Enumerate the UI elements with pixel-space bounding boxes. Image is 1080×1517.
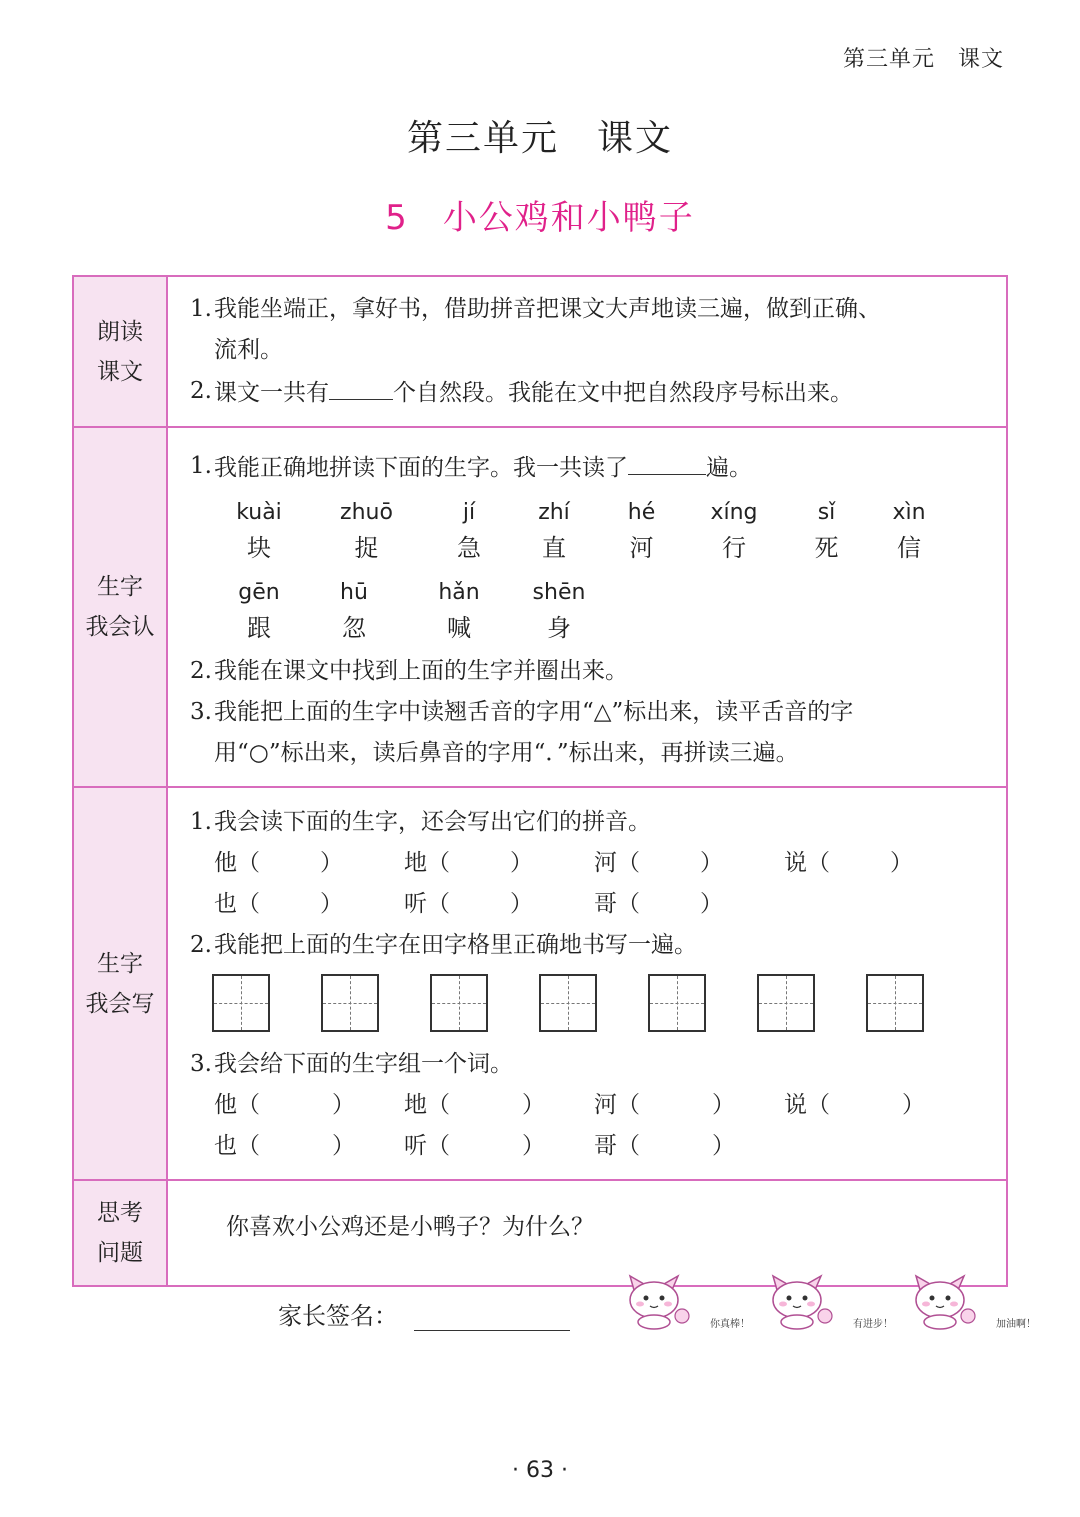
- character: 信: [897, 533, 921, 562]
- section-label-write: [73, 787, 167, 1180]
- word-answer-slot[interactable]: [214, 1126, 404, 1167]
- pinyin: xíng: [710, 500, 758, 525]
- character-row: [214, 525, 1000, 565]
- character: 忽: [342, 613, 366, 642]
- word-answer-slot[interactable]: [594, 1085, 784, 1126]
- pinyin-answer-slot[interactable]: [594, 884, 784, 925]
- character: 说: [784, 1092, 807, 1118]
- write-item-2: [174, 925, 1000, 966]
- paren-open: （: [427, 1092, 450, 1118]
- paragraph-count-blank[interactable]: [329, 371, 393, 400]
- item-text-post: 个自然段。我能在文中把自然段序号标出来。: [393, 380, 853, 406]
- word-answer-slot[interactable]: [214, 1085, 404, 1126]
- lesson-name: 小公鸡和小鸭子: [442, 198, 695, 238]
- character: 哥: [594, 891, 617, 917]
- pinyin-answer-slot[interactable]: [594, 843, 784, 884]
- pinyin: shēn: [532, 580, 586, 605]
- character: 直: [542, 533, 566, 562]
- sticker: [759, 1272, 899, 1332]
- parent-signature: [278, 1296, 570, 1331]
- word-answer-slot[interactable]: [404, 1126, 594, 1167]
- item-number: 3.: [190, 699, 212, 725]
- character: 他: [214, 850, 237, 876]
- paren-close: ）: [712, 1133, 735, 1159]
- character: 也: [214, 891, 237, 917]
- label-line: 生字: [97, 950, 143, 977]
- item-text: 我能把上面的生字中读翘舌音的字用“△”标出来，读平舌音的字: [214, 699, 854, 725]
- paren-open: （: [237, 850, 260, 876]
- sticker-caption: 有进步！: [853, 1319, 893, 1330]
- paren-close: ）: [510, 850, 533, 876]
- tianzige-cell[interactable]: [866, 974, 924, 1032]
- item-text: 我能把上面的生字在田字格里正确地书写一遍。: [214, 932, 697, 958]
- section-content-read: [167, 276, 1007, 427]
- paren-close: ）: [712, 1092, 735, 1118]
- paren-close: ）: [320, 891, 343, 917]
- tianzige-cell[interactable]: [430, 974, 488, 1032]
- item-number: 1.: [190, 453, 212, 479]
- item-text: 我会给下面的生字组一个词。: [214, 1051, 513, 1077]
- character: 听: [404, 1133, 427, 1159]
- pinyin: zhuō: [340, 500, 393, 525]
- section-read: [73, 276, 1007, 427]
- item-text-pre: 我能正确地拼读下面的生字。我一共读了: [214, 455, 628, 481]
- paren-open: （: [427, 891, 450, 917]
- read-item-1-continuation: 流利。: [214, 337, 283, 363]
- pinyin: gēn: [238, 580, 280, 605]
- character: 哥: [594, 1133, 617, 1159]
- pinyin: xìn: [892, 500, 926, 525]
- write-item-1: [174, 802, 1000, 843]
- character: 死: [814, 533, 839, 562]
- word-answer-row: [174, 1085, 1000, 1126]
- character: 说: [784, 850, 807, 876]
- pinyin: hū: [340, 580, 368, 605]
- label-line: 朗读: [97, 318, 143, 345]
- paren-open: （: [427, 1133, 450, 1159]
- think-question: 你喜欢小公鸡还是小鸭子？为什么？: [226, 1214, 594, 1240]
- paren-close: ）: [332, 1092, 355, 1118]
- character: 喊: [447, 613, 471, 642]
- label-line: 课文: [97, 358, 143, 385]
- pinyin-row: [214, 571, 1000, 605]
- section-think: [73, 1180, 1007, 1286]
- read-item-1: [174, 289, 1000, 330]
- section-label-recognize: [73, 427, 167, 787]
- sticker-caption: 你真棒！: [710, 1319, 750, 1330]
- character: 也: [214, 1133, 237, 1159]
- item-text: [214, 446, 1000, 489]
- section-content-think: [167, 1180, 1007, 1286]
- character: 地: [404, 850, 427, 876]
- character: 他: [214, 1092, 237, 1118]
- tianzige-grid-row: [174, 974, 1000, 1032]
- item-text: 我能在课文中找到上面的生字并圈出来。: [214, 658, 628, 684]
- word-answer-slot[interactable]: [404, 1085, 594, 1126]
- paren-close: ）: [522, 1133, 545, 1159]
- pinyin-answer-slot[interactable]: [214, 884, 404, 925]
- tianzige-cell[interactable]: [539, 974, 597, 1032]
- item-number: 2.: [190, 378, 212, 404]
- tianzige-cell[interactable]: [321, 974, 379, 1032]
- paren-close: ）: [700, 850, 723, 876]
- item-number: 1.: [190, 296, 212, 322]
- pinyin-answer-slot[interactable]: [404, 843, 594, 884]
- item-text: [214, 371, 1000, 414]
- section-recognize: [73, 427, 1007, 787]
- paren-open: （: [427, 850, 450, 876]
- item-number: 3.: [190, 1051, 212, 1077]
- paren-close: ）: [510, 891, 533, 917]
- sticker: [902, 1272, 1042, 1332]
- character: 河: [629, 533, 654, 562]
- running-header: 第三单元 课文: [842, 47, 1004, 72]
- pinyin-answer-slot[interactable]: [784, 843, 974, 884]
- tianzige-cell[interactable]: [757, 974, 815, 1032]
- character: 地: [404, 1092, 427, 1118]
- pinyin-answer-row: [174, 843, 1000, 884]
- paren-open: （: [617, 1133, 640, 1159]
- character-row: [214, 605, 1000, 645]
- item-number: 2.: [190, 658, 212, 684]
- pinyin-answer-row: [174, 884, 1000, 925]
- page-number: · 63 ·: [512, 1458, 568, 1483]
- paren-open: （: [807, 850, 830, 876]
- pinyin-answer-slot[interactable]: [404, 884, 594, 925]
- pinyin-answer-slot[interactable]: [214, 843, 404, 884]
- sticker: [616, 1272, 756, 1332]
- paren-close: ）: [700, 891, 723, 917]
- pinyin: sǐ: [817, 500, 836, 525]
- sticker-caption: 加油啊！: [996, 1319, 1036, 1330]
- recognize-item-2: [174, 651, 1000, 692]
- section-label-think: [73, 1180, 167, 1286]
- paren-open: （: [237, 891, 260, 917]
- paren-open: （: [237, 1092, 260, 1118]
- paren-open: （: [237, 1133, 260, 1159]
- character: 捉: [354, 533, 379, 562]
- word-answer-slot[interactable]: [784, 1085, 974, 1126]
- item-text: 我能坐端正，拿好书，借助拼音把课文大声地读三遍，做到正确、: [214, 296, 881, 322]
- paren-open: （: [617, 1092, 640, 1118]
- character: 急: [457, 533, 481, 562]
- signature-label: 家长签名：: [278, 1302, 398, 1330]
- paren-open: （: [807, 1092, 830, 1118]
- section-content-recognize: [167, 427, 1007, 787]
- paren-close: ）: [320, 850, 343, 876]
- label-line: 思考: [97, 1200, 143, 1226]
- pinyin: jí: [462, 500, 476, 525]
- item-text-pre: 课文一共有: [214, 380, 329, 406]
- paren-open: （: [617, 891, 640, 917]
- paren-close: ）: [902, 1092, 925, 1118]
- pinyin: hǎn: [438, 580, 480, 605]
- recognize-item-3-continuation: 用“○”标出来，读后鼻音的字用“．”标出来，再拼读三遍。: [214, 740, 799, 766]
- section-content-write: [167, 787, 1007, 1180]
- label-line: 我会认: [85, 614, 155, 640]
- read-item-2: [174, 371, 1000, 414]
- item-number: 1.: [190, 809, 212, 835]
- pinyin-row: [214, 491, 1000, 525]
- section-label-read: [73, 276, 167, 427]
- section-write: [73, 787, 1007, 1180]
- character: 块: [247, 533, 271, 562]
- label-line: 生字: [97, 574, 143, 600]
- paren-close: ）: [332, 1133, 355, 1159]
- character: 跟: [247, 613, 271, 642]
- encouragement-stickers: [616, 1272, 1045, 1332]
- label-line: 我会写: [85, 990, 155, 1017]
- character: 行: [722, 533, 746, 562]
- word-answer-slot[interactable]: [594, 1126, 784, 1167]
- tianzige-cell[interactable]: [648, 974, 706, 1032]
- pinyin: hé: [627, 500, 656, 525]
- item-text: 我会读下面的生字，还会写出它们的拼音。: [214, 809, 651, 835]
- item-number: 2.: [190, 932, 212, 958]
- character: 听: [404, 891, 427, 917]
- character-pinyin-block: [174, 491, 1000, 645]
- tianzige-cell[interactable]: [212, 974, 270, 1032]
- recognize-item-1: [174, 446, 1000, 489]
- worksheet-table: [72, 275, 1008, 1287]
- label-line: 问题: [97, 1240, 143, 1266]
- lesson-number: 5: [385, 198, 409, 238]
- write-item-3: [174, 1044, 1000, 1085]
- signature-line[interactable]: [414, 1300, 570, 1331]
- paren-close: ）: [890, 850, 913, 876]
- paren-open: （: [617, 850, 640, 876]
- character: 身: [547, 613, 571, 642]
- item-text-post: 遍。: [706, 455, 752, 481]
- unit-title: 第三单元 课文: [406, 118, 673, 159]
- pinyin: zhí: [538, 500, 570, 525]
- pinyin: kuài: [236, 500, 282, 525]
- character: 河: [594, 1092, 617, 1118]
- lesson-title: [0, 190, 1080, 239]
- read-count-blank[interactable]: [628, 446, 706, 475]
- word-answer-row: [174, 1126, 1000, 1167]
- recognize-item-3: [174, 692, 1000, 733]
- character: 河: [594, 850, 617, 876]
- paren-close: ）: [522, 1092, 545, 1118]
